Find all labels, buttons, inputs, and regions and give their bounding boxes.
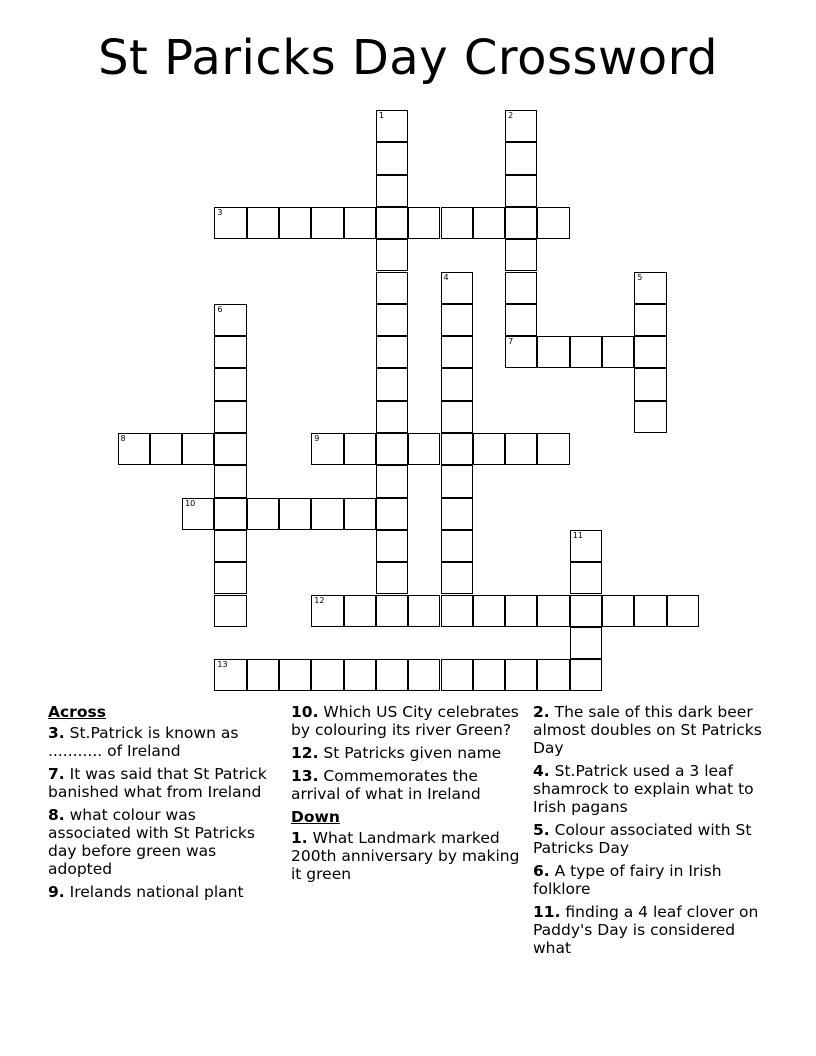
grid-cell[interactable]	[473, 433, 505, 465]
grid-cell[interactable]	[505, 336, 537, 368]
grid-cell[interactable]	[505, 142, 537, 174]
grid-cell[interactable]	[376, 401, 408, 433]
grid-cell[interactable]	[570, 627, 602, 659]
grid-cell[interactable]	[441, 530, 473, 562]
grid-cell[interactable]	[505, 239, 537, 271]
grid-cell[interactable]	[376, 368, 408, 400]
grid-cell[interactable]	[505, 304, 537, 336]
grid-cell[interactable]	[376, 175, 408, 207]
grid-cell[interactable]	[376, 110, 408, 142]
clue-down-1: 1. What Landmark marked 200th anniversary by making it green	[291, 829, 520, 883]
grid-cell[interactable]	[311, 433, 343, 465]
grid-cell[interactable]	[441, 595, 473, 627]
grid-cell[interactable]	[570, 595, 602, 627]
grid-cell[interactable]	[214, 465, 246, 497]
grid-cell[interactable]	[441, 659, 473, 691]
clue-down-11: 11. finding a 4 leaf clover on Paddy's Day is considered what	[533, 903, 759, 957]
grid-cell[interactable]	[441, 336, 473, 368]
down-header: Down	[291, 808, 340, 826]
grid-cell[interactable]	[247, 207, 279, 239]
grid-cell[interactable]	[376, 465, 408, 497]
grid-cell[interactable]	[602, 336, 634, 368]
page-title: St Paricks Day Crossword	[98, 30, 718, 86]
grid-cell[interactable]	[344, 659, 376, 691]
grid-cell[interactable]	[311, 659, 343, 691]
grid-cell[interactable]	[441, 498, 473, 530]
grid-cell[interactable]	[570, 562, 602, 594]
grid-cell[interactable]	[182, 433, 214, 465]
clue-number-label: 1	[378, 111, 384, 120]
grid-cell[interactable]	[570, 336, 602, 368]
grid-cell[interactable]	[505, 659, 537, 691]
clue-across-7: 7. It was said that St Patrick banished what from Ireland	[48, 765, 267, 801]
clue-down-6: 6. A type of fairy in Irish folklore	[533, 862, 722, 898]
clue-number-label: 5	[637, 272, 643, 282]
grid-cell[interactable]	[537, 659, 569, 691]
grid-cell[interactable]	[344, 207, 376, 239]
grid-cell[interactable]	[602, 595, 634, 627]
grid-cell[interactable]	[473, 207, 505, 239]
grid-cell[interactable]	[537, 336, 569, 368]
grid-cell[interactable]	[344, 498, 376, 530]
grid-cell[interactable]	[473, 595, 505, 627]
grid-cell[interactable]	[408, 659, 440, 691]
grid-cell[interactable]	[118, 433, 150, 465]
grid-cell[interactable]	[505, 272, 537, 304]
clue-number-label: 8	[120, 434, 126, 443]
clue-number-label: 12	[314, 595, 325, 605]
clue-number-label: 10	[185, 498, 196, 508]
clue-across-13: 13. Commemorates the arrival of what in Ireland	[291, 767, 481, 803]
grid-cell[interactable]	[441, 562, 473, 594]
grid-cell[interactable]	[214, 401, 246, 433]
grid-cell[interactable]	[279, 498, 311, 530]
grid-cell[interactable]	[537, 595, 569, 627]
clue-number-label: 2	[508, 111, 514, 120]
grid-cell[interactable]	[376, 239, 408, 271]
clue-across-9: 9. Irelands national plant	[48, 883, 244, 901]
clue-number-label: 7	[508, 337, 514, 347]
grid-cell[interactable]	[311, 207, 343, 239]
grid-cell[interactable]	[570, 530, 602, 562]
grid-cell[interactable]	[376, 498, 408, 530]
grid-cell[interactable]	[376, 595, 408, 627]
clue-number-label: 3	[217, 207, 223, 217]
grid-cell[interactable]	[214, 336, 246, 368]
grid-cell[interactable]	[441, 465, 473, 497]
grid-cell[interactable]	[311, 498, 343, 530]
grid-cell[interactable]	[150, 433, 182, 465]
clue-down-5: 5. Colour associated with St Patricks Day	[533, 821, 752, 857]
grid-cell[interactable]	[634, 272, 666, 304]
grid-cell[interactable]	[441, 207, 473, 239]
grid-cell[interactable]	[279, 659, 311, 691]
clue-down-4: 4. St.Patrick used a 3 leaf shamrock to explain what to Irish pagans	[533, 762, 754, 816]
grid-cell[interactable]	[376, 272, 408, 304]
grid-cell[interactable]	[441, 433, 473, 465]
grid-cell[interactable]	[311, 595, 343, 627]
clue-across-12: 12. St Patricks given name	[291, 744, 502, 762]
grid-cell[interactable]	[537, 207, 569, 239]
grid-cell[interactable]	[376, 530, 408, 562]
grid-cell[interactable]	[408, 207, 440, 239]
clues-column-2	[291, 703, 523, 888]
grid-cell[interactable]	[505, 433, 537, 465]
grid-cell[interactable]	[247, 498, 279, 530]
grid-cell[interactable]	[214, 659, 246, 691]
grid-cell[interactable]	[214, 595, 246, 627]
grid-cell[interactable]	[441, 304, 473, 336]
grid-cell[interactable]	[408, 433, 440, 465]
clue-number-label: 13	[217, 660, 228, 670]
grid-cell[interactable]	[537, 433, 569, 465]
grid-cell[interactable]	[441, 272, 473, 304]
grid-cell[interactable]	[344, 595, 376, 627]
clues-column-1	[48, 703, 280, 906]
grid-cell[interactable]	[441, 368, 473, 400]
grid-cell[interactable]	[505, 110, 537, 142]
grid-cell[interactable]	[505, 175, 537, 207]
grid-cell[interactable]	[214, 207, 246, 239]
grid-cell[interactable]	[214, 530, 246, 562]
grid-cell[interactable]	[279, 207, 311, 239]
grid-cell[interactable]	[182, 498, 214, 530]
grid-cell[interactable]	[473, 659, 505, 691]
grid-cell[interactable]	[634, 368, 666, 400]
clues-column-3	[533, 703, 765, 962]
grid-cell[interactable]	[214, 562, 246, 594]
clue-number-label: 6	[217, 304, 223, 314]
grid-cell[interactable]	[376, 433, 408, 465]
clue-number-label: 9	[314, 434, 320, 443]
grid-cell[interactable]	[214, 304, 246, 336]
grid-cell[interactable]	[570, 659, 602, 691]
grid-cell[interactable]	[634, 304, 666, 336]
clue-down-2: 2. The sale of this dark beer almost doubles on St Patricks Day	[533, 703, 762, 757]
grid-cell[interactable]	[441, 401, 473, 433]
grid-cell[interactable]	[214, 368, 246, 400]
grid-cell[interactable]	[376, 207, 408, 239]
grid-cell[interactable]	[214, 498, 246, 530]
grid-cell[interactable]	[344, 433, 376, 465]
grid-cell[interactable]	[634, 595, 666, 627]
grid-cell[interactable]	[376, 659, 408, 691]
grid-cell[interactable]	[505, 595, 537, 627]
clue-across-3: 3. St.Patrick is known as ........... of Ireland	[48, 724, 239, 760]
grid-cell[interactable]	[247, 659, 279, 691]
grid-cell[interactable]	[634, 401, 666, 433]
clue-number-label: 11	[572, 530, 583, 540]
clue-across-8: 8. what colour was associated with St Patricks day before green was adopted	[48, 806, 255, 878]
clue-across-10: 10. Which US City celebrates by colouring its river Green?	[291, 703, 519, 739]
grid-cell[interactable]	[634, 336, 666, 368]
grid-cell[interactable]	[214, 433, 246, 465]
grid-cell[interactable]	[376, 336, 408, 368]
grid-cell[interactable]	[376, 142, 408, 174]
grid-cell[interactable]	[408, 595, 440, 627]
clue-number-label: 4	[443, 272, 449, 282]
across-header: Across	[48, 703, 106, 721]
grid-cell[interactable]	[376, 562, 408, 594]
grid-cell[interactable]	[505, 207, 537, 239]
grid-cell[interactable]	[376, 304, 408, 336]
grid-cell[interactable]	[667, 595, 699, 627]
